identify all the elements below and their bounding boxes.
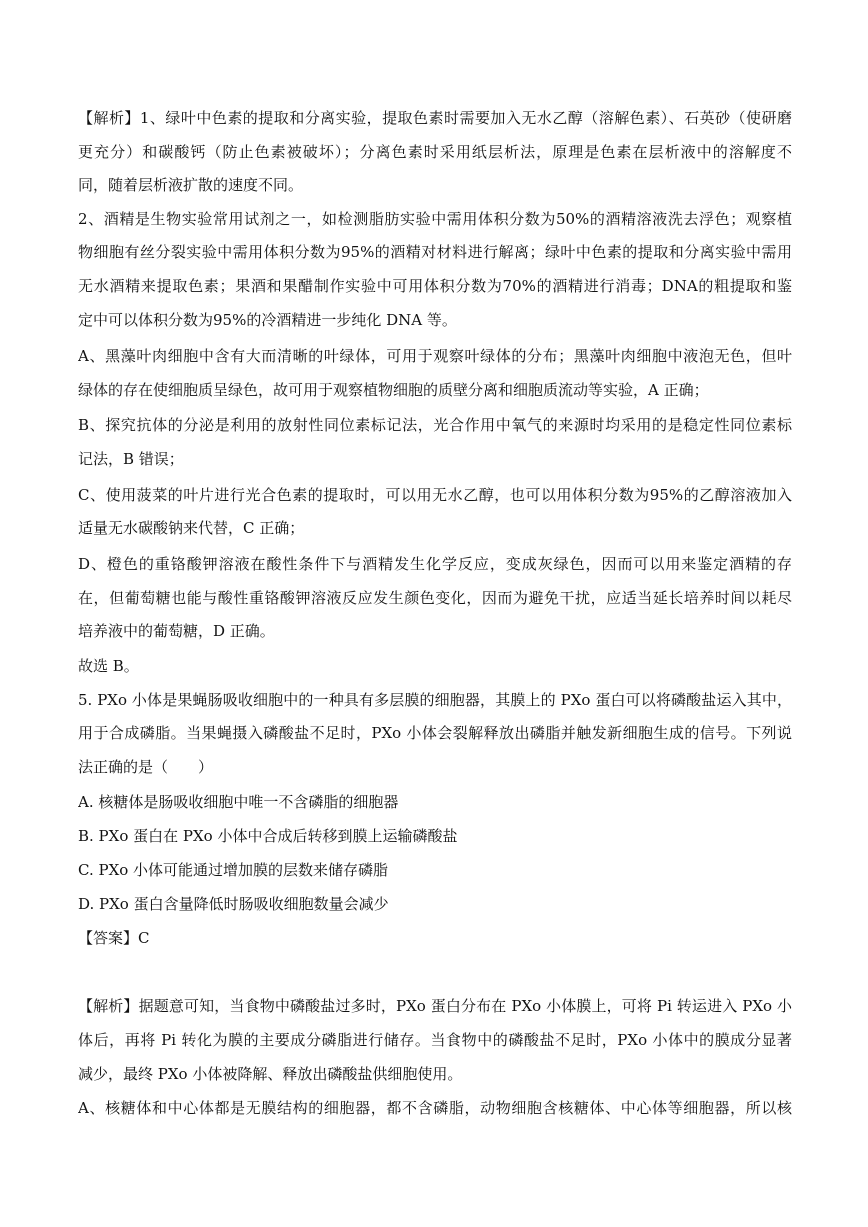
text-line: 无水酒精来提取色素；果酒和果醋制作实验中可用体积分数为70%的酒精进行消毒；DNA的粗提取和鉴 [78, 277, 792, 295]
text-line: A、核糖体和中心体都是无膜结构的细胞器，都不含磷脂，动物细胞含核糖体、中心体等细胞器，所以核 [78, 1099, 792, 1117]
text-line: 物细胞有丝分裂实验中需用体积分数为95%的酒精对材料进行解离；绿叶中色素的提取和分离实验中需用 [78, 243, 792, 261]
question-line: 用于合成磷脂。当果蝇摄入磷酸盐不足时，PXo 小体会裂解释放出磷脂并触发新细胞生成的信号。下列说 [78, 724, 792, 742]
text-line: A、黑藻叶肉细胞中含有大而清晰的叶绿体，可用于观察叶绿体的分布；黑藻叶肉细胞中液泡无色，但叶 [78, 347, 792, 365]
text-line: 同，随着层析液扩散的速度不同。 [78, 176, 304, 194]
option-a: A. 核糖体是肠吸收细胞中唯一不含磷脂的细胞器 [78, 793, 399, 811]
answer-line: 【答案】C [78, 929, 150, 947]
option-c: C. PXo 小体可能通过增加膜的层数来储存磷脂 [78, 861, 389, 879]
option-d: D. PXo 蛋白含量降低时肠吸收细胞数量会减少 [78, 895, 389, 913]
text-line: 培养液中的葡萄糖，D 正确。 [78, 622, 275, 640]
option-b: B. PXo 蛋白在 PXo 小体中合成后转移到膜上运输磷酸盐 [78, 827, 458, 845]
text-line: 【解析】据题意可知，当食物中磷酸盐过多时，PXo 蛋白分布在 PXo 小体膜上，可将 Pi 转运进入 PXo 小 [78, 997, 792, 1015]
text-line: 定中可以体积分数为95%的冷酒精进一步纯化 DNA 等。 [78, 311, 457, 329]
text-line: 2、酒精是生物实验常用试剂之一，如检测脂肪实验中需用体积分数为50%的酒精溶液洗去浮色；观察植 [78, 210, 792, 228]
text-line: D、橙色的重铬酸钾溶液在酸性条件下与酒精发生化学反应，变成灰绿色，因而可以用来鉴定酒精的存 [78, 555, 792, 573]
text-line: 体后，再将 Pi 转化为膜的主要成分磷脂进行储存。当食物中的磷酸盐不足时，PXo 小体中的膜成分显著 [78, 1031, 792, 1049]
text-line: C、使用菠菜的叶片进行光合色素的提取时，可以用无水乙醇，也可以用体积分数为95%的乙醇溶液加入 [78, 486, 792, 504]
text-line: 【解析】1、绿叶中色素的提取和分离实验，提取色素时需要加入无水乙醇（溶解色素）、石英砂（使研磨 [78, 109, 792, 127]
text-line: 适量无水碳酸钠来代替，C 正确； [78, 519, 305, 537]
question-line: 法正确的是（ ） [78, 758, 214, 776]
text-line: 绿体的存在使细胞质呈绿色，故可用于观察植物细胞的质壁分离和细胞质流动等实验，A 正确； [78, 381, 709, 399]
text-line: 在，但葡萄糖也能与酸性重铬酸钾溶液反应发生颜色变化，因而为避免干扰，应适当延长培养时间以耗尽 [78, 589, 792, 607]
text-line: 记法，B 错误； [78, 450, 184, 468]
question-line: 5. PXo 小体是果蝇肠吸收细胞中的一种具有多层膜的细胞器，其膜上的 PXo 蛋白可以将磷酸盐运入其中， [78, 691, 792, 709]
text-line: 更充分）和碳酸钙（防止色素被破坏）；分离色素时采用纸层析法，原理是色素在层析液中的溶解度不 [78, 143, 792, 161]
text-line: 减少，最终 PXo 小体被降解、释放出磷酸盐供细胞使用。 [78, 1065, 463, 1083]
text-line: B、探究抗体的分泌是利用的放射性同位素标记法，光合作用中氧气的来源时均采用的是稳定性同位素标 [78, 416, 792, 434]
text-line: 故选 B。 [78, 657, 139, 675]
